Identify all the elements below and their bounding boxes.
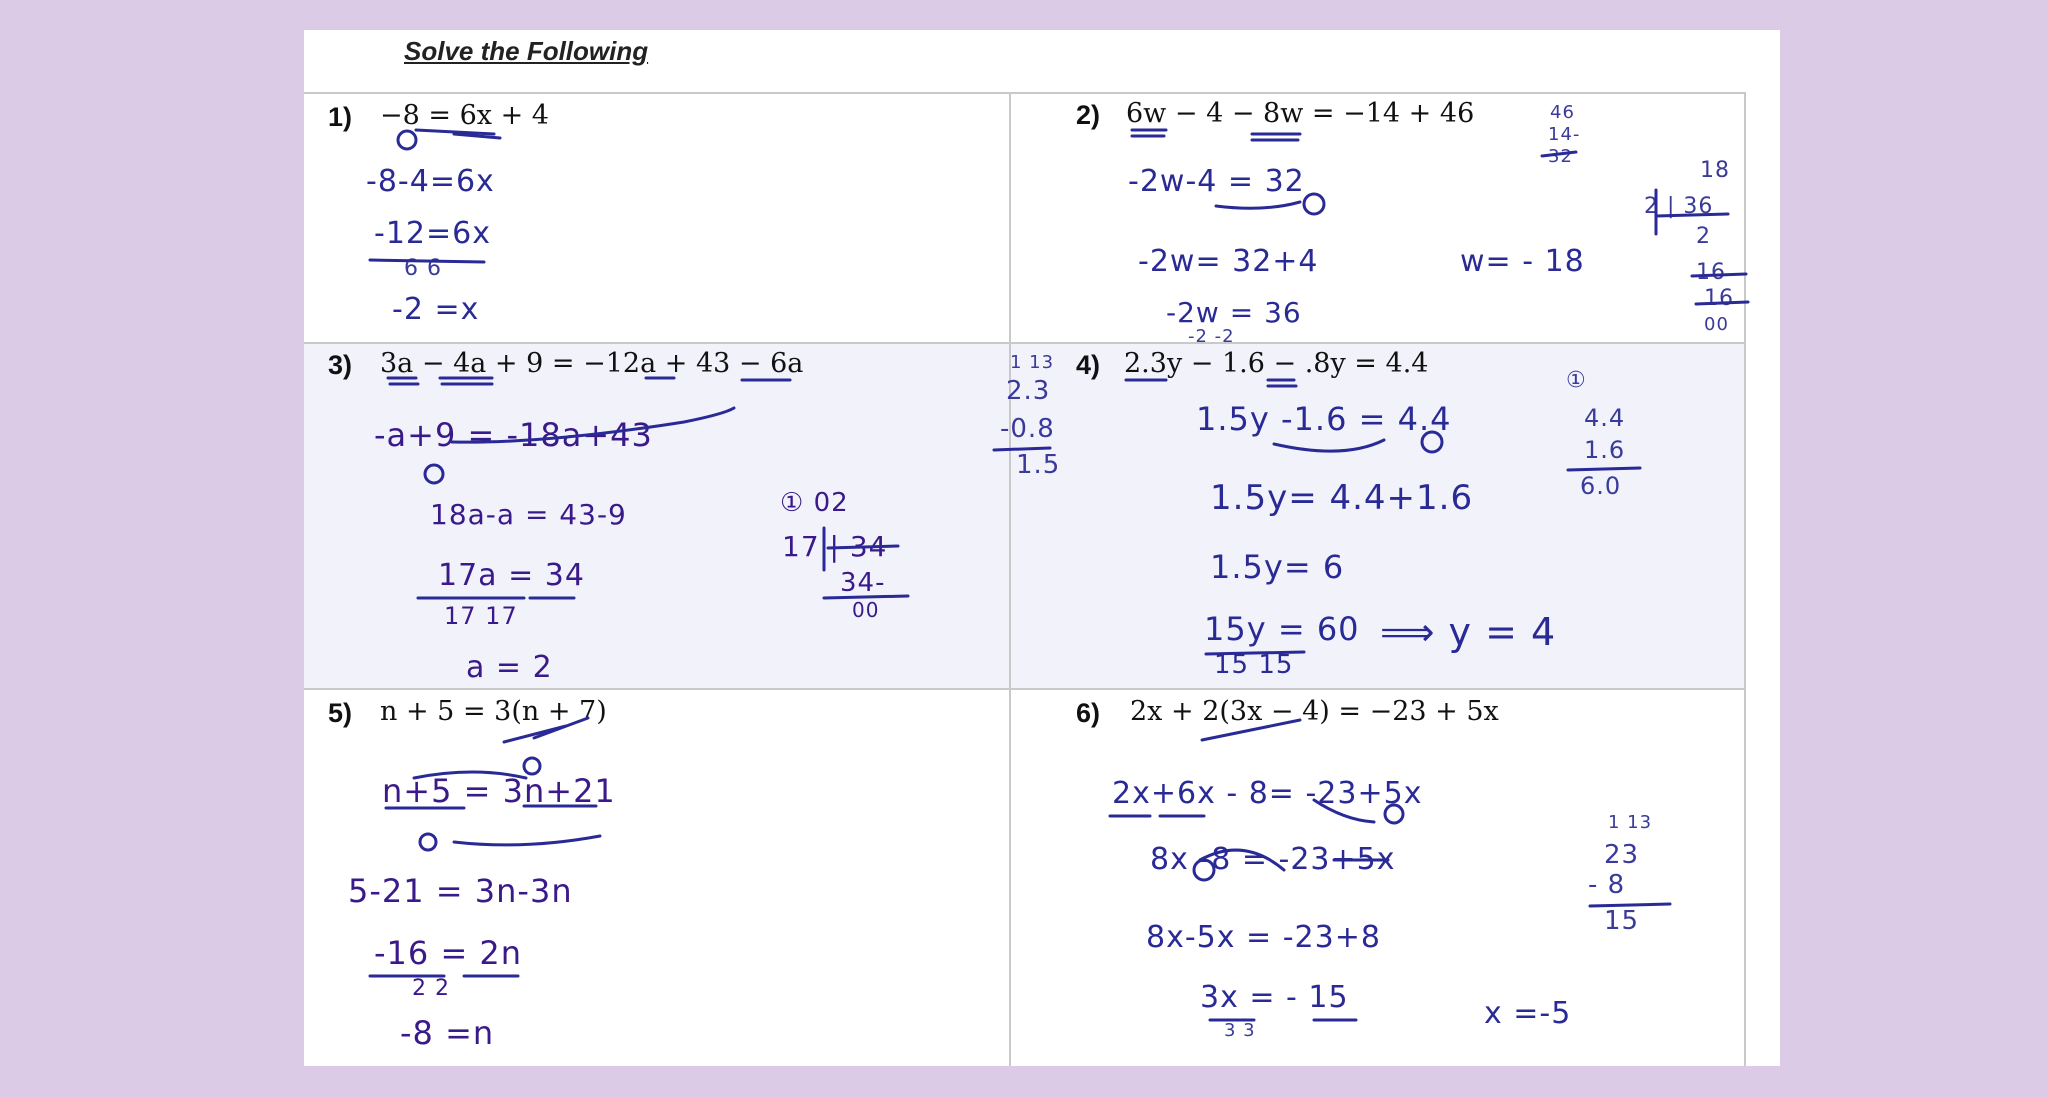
problem-3-step-1: -a+9 = -18a+43 [374, 416, 653, 454]
problem-2-side-9: 00 [1704, 314, 1729, 335]
grid-line-right [1744, 92, 1746, 1066]
problem-4-number: 4) [1076, 350, 1101, 380]
problem-6-side-4: 15 [1604, 906, 1640, 936]
worksheet-title: Solve the Following [404, 36, 649, 66]
problem-2-side-8: 16 [1704, 286, 1734, 311]
problem-4-side-4: 1.5 [1016, 450, 1061, 480]
problem-4-step-3: 1.5y= 6 [1210, 548, 1345, 586]
problem-2-step-3: -2w = 36 [1166, 296, 1302, 329]
problem-4-side-6: 4.4 [1584, 404, 1626, 432]
problem-2-side-5: 2 | 36 [1644, 194, 1714, 219]
problem-2-side-6: 2 [1696, 224, 1711, 249]
worksheet [304, 30, 1780, 1066]
problem-5-number: 5) [328, 698, 353, 728]
problem-1-step-3: 6 6 [404, 256, 442, 281]
problem-6-step-5: 3 3 [1224, 1020, 1256, 1041]
problem-2-number: 2) [1076, 100, 1101, 130]
problem-4-step-1: 1.5y -1.6 = 4.4 [1196, 400, 1452, 438]
problem-5-step-3: -16 = 2n [374, 934, 523, 972]
problem-3-number: 3) [328, 350, 353, 380]
problem-1-step-4: -2 =x [392, 292, 480, 327]
problem-6-step-1: 2x+6x - 8= -23+5x [1112, 776, 1423, 811]
problem-5-step-4: 2 2 [412, 976, 450, 1001]
problem-6-equation: 2x + 2(3x − 4) = −23 + 5x [1130, 696, 1499, 727]
problem-6-step-4: 3x = - 15 [1200, 980, 1349, 1015]
problem-6-side-2: 23 [1604, 840, 1640, 870]
problem-6-step-2: 8x -8 = -23+5x [1150, 842, 1396, 877]
problem-2-side-7: 16 [1696, 260, 1726, 285]
problem-3-step-2: 18a-a = 43-9 [430, 498, 627, 531]
problem-4-equation: 2.3y − 1.6 − .8y = 4.4 [1124, 348, 1429, 379]
grid-line-row2 [304, 688, 1744, 690]
problem-1-number: 1) [328, 102, 353, 132]
problem-3-side-3: 34- [840, 568, 886, 598]
problem-1-step-2: -12=6x [374, 216, 491, 251]
problem-3-side-2: 17 | 34 [782, 530, 888, 563]
problem-5-step-2: 5-21 = 3n-3n [348, 872, 573, 910]
problem-3-equation: 3a − 4a + 9 = −12a + 43 − 6a [380, 348, 804, 379]
problem-4-step-6: ⟹ y = 4 [1380, 610, 1557, 654]
problem-2-step-4: -2 -2 [1188, 326, 1235, 347]
problem-2-side-3: 32 [1548, 146, 1573, 167]
problem-6-side-1: 1 13 [1608, 812, 1653, 833]
problem-3-step-4: 17 17 [444, 602, 518, 630]
problem-3-step-3: 17a = 34 [438, 558, 585, 593]
problem-3-side-1: ① 02 [780, 488, 849, 518]
problem-2-step-5: w= - 18 [1460, 244, 1585, 279]
problem-2-side-4: 18 [1700, 158, 1730, 183]
problem-6-number: 6) [1076, 698, 1101, 728]
problem-2-side-2: 14- [1548, 124, 1581, 145]
problem-4-step-2: 1.5y= 4.4+1.6 [1210, 478, 1474, 518]
problem-4-side-1: 1 13 [1010, 352, 1055, 373]
problem-4-side-2: 2.3 [1006, 376, 1051, 406]
problem-5-step-1: n+5 = 3n+21 [382, 772, 616, 810]
problem-3-side-4: 00 [852, 598, 880, 622]
problem-3-step-5: a = 2 [466, 650, 553, 685]
problem-4-side-5: ① [1566, 368, 1587, 393]
problem-2-step-2: -2w= 32+4 [1138, 244, 1319, 279]
problem-4-side-3: -0.8 [1000, 414, 1055, 444]
problem-2-step-1: -2w-4 = 32 [1128, 164, 1305, 199]
problem-1-equation: −8 = 6x + 4 [380, 100, 549, 131]
grid-line-center [1009, 92, 1011, 1066]
problem-4-step-4: 15y = 60 [1204, 610, 1360, 648]
problem-6-step-3: 8x-5x = -23+8 [1146, 920, 1381, 955]
problem-6-side-3: - 8 [1588, 870, 1626, 900]
problem-4-step-5: 15 15 [1214, 650, 1294, 680]
grid-line-top [304, 92, 1744, 94]
problem-2-side-1: 46 [1550, 102, 1575, 123]
problem-2-equation: 6w − 4 − 8w = −14 + 46 [1126, 98, 1475, 129]
problem-4-side-8: 6.0 [1580, 472, 1622, 500]
problem-5-step-5: -8 =n [400, 1014, 495, 1052]
problem-6-step-6: x =-5 [1484, 996, 1572, 1031]
problem-4-side-7: 1.6 [1584, 436, 1626, 464]
grid-line-row1 [304, 342, 1744, 344]
problem-1-step-1: -8-4=6x [366, 164, 495, 199]
problem-5-equation: n + 5 = 3(n + 7) [380, 696, 607, 727]
